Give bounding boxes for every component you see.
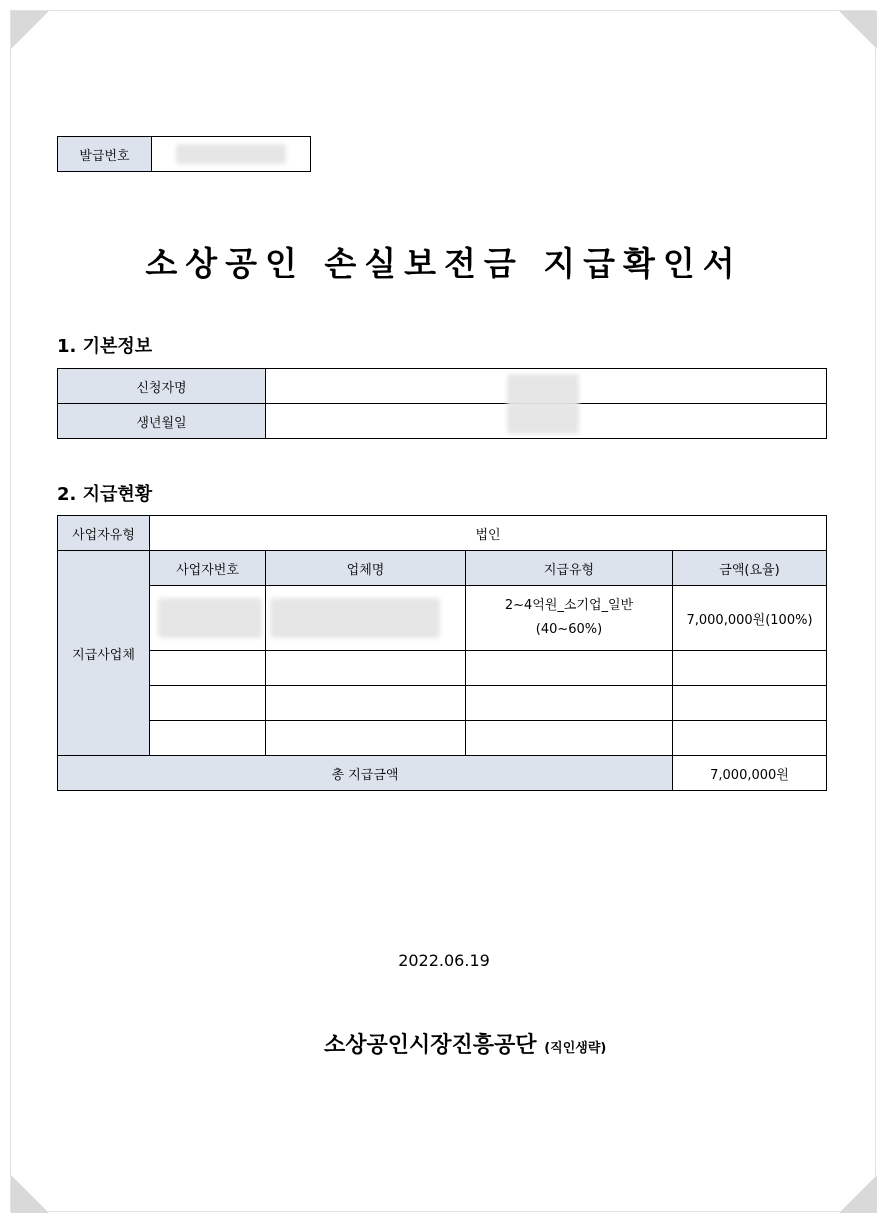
seal-omitted-note: (직인생략) <box>544 1041 607 1056</box>
issuer-organization <box>324 1028 606 1059</box>
applicant-name-value <box>266 369 827 404</box>
redacted-applicant-name <box>507 374 579 406</box>
total-amount-label: 총 지급금액 <box>58 756 673 791</box>
amount-cell: 7,000,000원(100%) <box>673 586 827 651</box>
column-header-payment-type: 지급유형 <box>466 551 673 586</box>
payment-type-cell: 2~4억원_소기업_일반(40~60%) <box>466 586 673 651</box>
table-row <box>58 516 827 551</box>
redacted-issue-number <box>176 144 286 164</box>
basic-info-table <box>57 368 827 439</box>
section-payment-status-heading: 2. 지급현황 <box>57 484 153 505</box>
business-type-label: 사업자유형 <box>58 516 150 551</box>
company-name-cell <box>266 586 466 651</box>
table-row <box>58 686 827 721</box>
corner-fold-top-left <box>11 11 49 49</box>
organization-name: 소상공인시장진흥공단 <box>324 1033 537 1058</box>
business-type-value: 법인 <box>150 516 827 551</box>
issue-number-label: 발급번호 <box>58 137 152 171</box>
document-title: 소상공인 손실보전금 지급확인서 <box>145 244 743 283</box>
corner-fold-bottom-left <box>11 1175 49 1213</box>
column-header-amount: 금액(요율) <box>673 551 827 586</box>
table-row <box>58 404 827 439</box>
column-header-biz-no: 사업자번호 <box>150 551 266 586</box>
birth-date-label: 생년월일 <box>58 404 266 439</box>
table-row <box>58 756 827 791</box>
issue-number-value <box>152 137 310 171</box>
table-row <box>58 369 827 404</box>
payment-status-table <box>57 515 827 791</box>
redacted-birth-date <box>507 404 579 434</box>
biz-no-cell <box>150 586 266 651</box>
issue-date: 2022.06.19 <box>398 951 490 970</box>
paying-company-label: 지급사업체 <box>58 551 150 756</box>
total-amount-value: 7,000,000원 <box>673 756 827 791</box>
applicant-name-label: 신청자명 <box>58 369 266 404</box>
table-row <box>58 721 827 756</box>
section-basic-info-heading: 1. 기본정보 <box>57 336 153 357</box>
issue-number-box <box>57 136 311 172</box>
table-row <box>58 586 827 651</box>
birth-date-value <box>266 404 827 439</box>
table-row <box>58 551 827 586</box>
redacted-biz-no <box>158 598 262 638</box>
redacted-company-name <box>270 598 440 638</box>
corner-fold-bottom-right <box>839 1175 877 1213</box>
corner-fold-top-right <box>839 11 877 49</box>
column-header-company-name: 업체명 <box>266 551 466 586</box>
table-row <box>58 651 827 686</box>
